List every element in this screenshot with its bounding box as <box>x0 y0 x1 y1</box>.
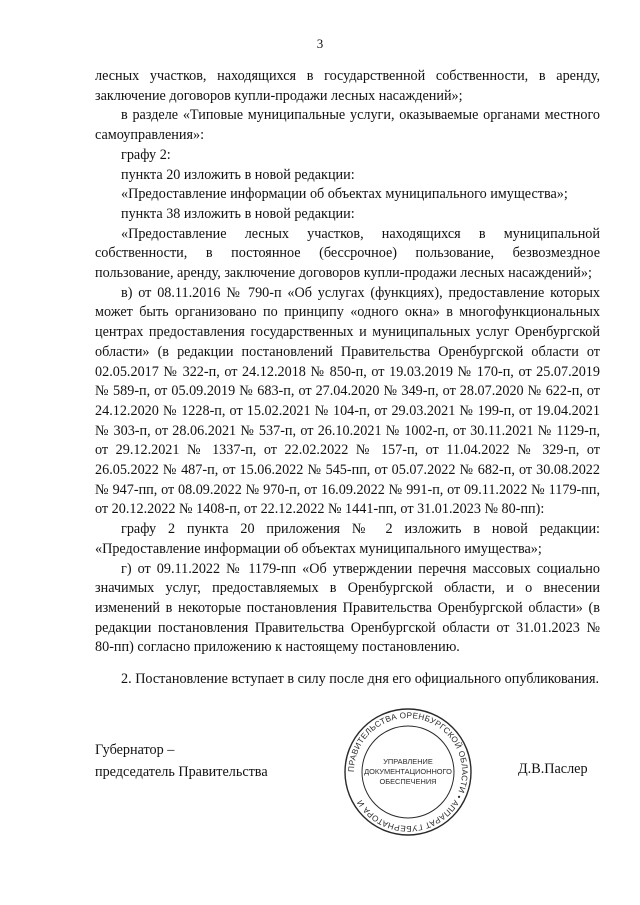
paragraph: г) от 09.11.2022 № 1179-пп «Об утверждении перечня массовых социально значимых услуг, предоставляемых в Оренбургской области, и о внесении изменений в некоторые постановления Правительства Оренбургской области» (в редакции постановления Правительства Оренбургской области от 31.01.2023 № 80-пп) согласно приложению к настоящему постановлению. <box>95 560 600 656</box>
signature-position <box>95 739 268 783</box>
stamp-center-line2: ДОКУМЕНТАЦИОННОГО <box>364 767 452 776</box>
stamp-ring-text: ПРАВИТЕЛЬСТВА ОРЕНБУРГСКОЙ ОБЛАСТИ • АППАРАТ ГУБЕРНАТОРА И <box>346 710 470 834</box>
stamp-center-line3: ОБЕСПЕЧЕНИЯ <box>379 777 437 786</box>
paragraph: пункта 38 изложить в новой редакции: <box>121 205 355 222</box>
paragraph: пункта 20 изложить в новой редакции: <box>121 166 355 183</box>
signature-position-line2: председатель Правительства <box>95 764 268 780</box>
paragraph: графу 2 пункта 20 приложения № 2 изложить в новой редакции: «Предоставление информации об объектах муниципального имущества»; <box>95 521 600 557</box>
stamp-center-line1: УПРАВЛЕНИЕ <box>383 757 433 766</box>
paragraph: «Предоставление информации об объектах муниципального имущества»; <box>121 186 568 203</box>
paragraph: «Предоставление лесных участков, находящихся в муниципальной собственности, в постоянное (бессрочное) пользование, безвозмездное пользование, аренду, заключение договоров купли-продажи лесных насаждений»; <box>95 225 600 282</box>
paragraph: в разделе «Типовые муниципальные услуги, оказываемые органами местного самоуправления»: <box>95 107 600 144</box>
signature-position-line1: Губернатор – <box>95 742 175 758</box>
document-body <box>95 67 600 690</box>
page-number: 3 <box>316 36 324 51</box>
official-stamp <box>342 706 474 838</box>
paragraph: графу 2: <box>121 146 171 163</box>
paragraph: 2. Постановление вступает в силу после дня его официального опубликования. <box>121 671 600 688</box>
paragraph: в) от 08.11.2016 № 790-п «Об услугах (функциях), предоставление которых может быть организовано по принципу «одного окна» в многофункциональных центрах предоставления государственных и муниципальных услуг Оренбургской области» (в редакции постановлений Правительства Оренбургской области от 02.05.2017 № 322-п, от 24.12.2018 № 850-п, от 19.03.2019 № 170-п, от 25.07.2019 № 589-п, от 05.09.2019 № 683-п, от 27.04.2020 № 349-п, от 28.07.2020 № 622-п, от 24.12.2020 № 1228-п, от 15.02.2021 № 104-п, от 29.03.2021 № 199-п, от 19.04.2021 № 303-п, от 28.06.2021 № 537-п, от 26.10.2021 № 1002-п, от 30.11.2021 № 1129-п, от 29.12.2021 № 1337-п, от 22.02.2022 № 157-п, от 11.04.2022 № 329-п, от 26.05.2022 № 487-п, от 15.06.2022 № 545-пп, от 05.07.2022 № 682-п, от 30.08.2022 № 947-пп, от 08.09.2022 № 970-п, от 16.09.2022 № 991-п, от 09.11.2022 № 1179-пп, от 20.12.2022 № 1408-п, от 22.12.2022 № 1441-пп, от 31.01.2023 № 80-пп): <box>95 284 600 518</box>
signatory-name: Д.В.Паслер <box>518 761 588 777</box>
paragraph: лесных участков, находящихся в государственной собственности, в аренду, заключение договоров купли-продажи лесных насаждений»; <box>95 68 600 104</box>
